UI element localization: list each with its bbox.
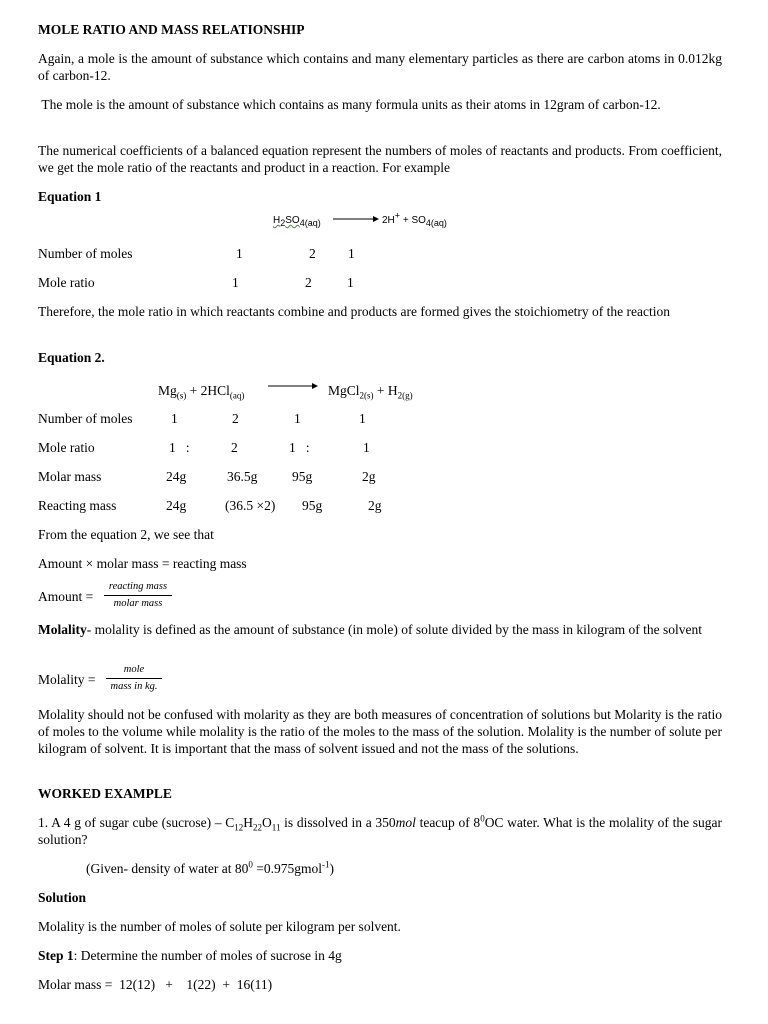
step-1-line [38, 947, 342, 964]
molality-fraction [106, 664, 162, 693]
eq1-row-moles-v2: 2 [309, 246, 316, 261]
question-end: OC water. What is the molality of the sugar solution? [38, 815, 723, 847]
eq2-product-h: + H [373, 383, 398, 398]
eq2-row-reacting-label: Reacting mass [38, 498, 117, 513]
eq2-reactant-hcl-sub: (aq) [229, 390, 245, 401]
step-1-label: Step 1 [38, 948, 74, 963]
equation-2-reactants [158, 382, 244, 399]
eq2-row-molar-c3: 95g [292, 469, 313, 484]
molality-fraction-numerator: mole [123, 664, 145, 675]
eq1-row-moles-label: Number of moles [38, 246, 133, 261]
eq2-reactant-mg: Mg [158, 383, 177, 398]
eq2-row-moles-c4: 1 [359, 411, 366, 426]
equation-1-arrow-icon [333, 214, 379, 224]
eq1-row-ratio-v1: 1 [232, 275, 239, 290]
question-degree: 0 [480, 813, 485, 824]
given-start: (Given- density of water at 80 [86, 861, 249, 876]
eq2-row-molar-c2: 36.5g [227, 469, 258, 484]
eq2-row-ratio-c4: 1 [363, 440, 370, 455]
paragraph-mole-definition-1: Again, a mole is the amount of substance which contains and many elementary particles as there are carbon atoms in 0.012kg of carbon-12. [38, 51, 722, 83]
eq1-reactant-sub1: 2 [280, 218, 286, 228]
amount-relation-text: Amount × molar mass = reacting mass [38, 556, 247, 571]
equation-1-heading: Equation 1 [38, 189, 102, 204]
equation-2-heading: Equation 2. [38, 350, 105, 365]
amount-fraction-numerator: reacting mass [108, 581, 168, 592]
question-mid2: teacup of 8 [415, 815, 481, 830]
eq2-row-moles-c3: 1 [294, 411, 301, 426]
amount-fraction-denominator: molar mass [104, 595, 172, 610]
eq1-row-ratio-v2: 2 [305, 275, 312, 290]
worked-example-heading: WORKED EXAMPLE [38, 786, 172, 801]
eq2-row-reacting-c2: (36.5 ×2) [225, 498, 276, 513]
eq2-row-moles-c1: 1 [171, 411, 178, 426]
eq2-row-reacting-c1: 24g [166, 498, 187, 513]
eq1-product-so: SO [411, 215, 426, 226]
eq1-reactant-so: SO [285, 215, 300, 226]
eq2-product-mgcl-sub: 2(s) [359, 390, 374, 401]
eq2-row-ratio-c2: 2 [231, 440, 238, 455]
amount-fraction [104, 581, 172, 610]
eq2-row-molar-c1: 24g [166, 469, 187, 484]
question-h: H [243, 815, 254, 830]
eq2-product-h-sub: 2(g) [397, 390, 413, 401]
given-exponent: -1 [321, 859, 330, 870]
eq1-product-h-sup: + [394, 210, 401, 221]
eq1-row-ratio-v3: 1 [347, 275, 354, 290]
question-sub-h: 22 [253, 822, 263, 833]
eq1-reactant-h: H [273, 215, 281, 226]
molality-formula-lhs: Molality = [38, 672, 96, 687]
molality-note-paragraph: Molality should not be confused with molarity as they are both measures of concentration of solutions but Molarity is the ratio of moles to the volume while molality is the ratio of the moles to the mass of the solution. Molality is the number of solute per kilogram of solvent. It is important that the mass of solvent issued and not the mass of the solutions. [38, 707, 722, 756]
eq2-reactant-hcl: + 2HCl [186, 383, 230, 398]
from-equation-2-text: From the equation 2, we see that [38, 527, 214, 542]
question-unit: mol [395, 815, 416, 830]
eq1-product-h: 2H [382, 215, 395, 226]
paragraph-stoichiometry: Therefore, the mole ratio in which reactants combine and products are formed gives the stoichiometry of the reaction [38, 304, 671, 319]
equation-1-products [382, 212, 447, 229]
page-title: MOLE RATIO AND MASS RELATIONSHIP [38, 22, 305, 37]
given-end: ) [329, 861, 334, 876]
molality-term: Molality [38, 622, 87, 637]
step-1-text: : Determine the number of moles of sucrose in 4g [73, 948, 342, 963]
eq2-row-moles-label: Number of moles [38, 411, 133, 426]
eq1-row-ratio-label: Mole ratio [38, 275, 95, 290]
question-sub-c: 12 [234, 822, 244, 833]
eq2-row-molar-label: Molar mass [38, 469, 102, 484]
paragraph-mole-definition-2: The mole is the amount of substance which contains as many formula units as their atoms in 12gram of carbon-12. [38, 97, 661, 112]
equation-2-products [328, 382, 413, 399]
paragraph-coefficients: The numerical coefficients of a balanced equation represent the numbers of moles of reactants and products. From coefficient, we get the mole ratio of the reactants and product in a reaction. For example [38, 143, 722, 175]
equation-2-arrow-icon [268, 381, 318, 391]
eq1-row-moles-v1: 1 [236, 246, 243, 261]
solution-heading: Solution [38, 890, 87, 905]
worked-example-question [38, 814, 722, 848]
eq2-row-reacting-c4: 2g [368, 498, 382, 513]
amount-formula-lhs: Amount = [38, 589, 94, 604]
eq2-reactant-mg-sub: (s) [176, 390, 187, 401]
eq2-product-mgcl: MgCl [328, 383, 360, 398]
eq2-row-moles-c2: 2 [232, 411, 239, 426]
given-degree: 0 [248, 859, 253, 870]
molality-definition-text: - molality is defined as the amount of substance (in mole) of solute divided by the mass in kilogram of the solvent [86, 622, 703, 637]
given-mid: =0.975gmol [252, 861, 322, 876]
eq2-row-reacting-c3: 95g [302, 498, 323, 513]
question-mid: is dissolved in a 350 [280, 815, 396, 830]
solution-text: Molality is the number of moles of solute per kilogram per solvent. [38, 919, 401, 934]
eq2-row-ratio-c1: 1 : [169, 440, 190, 455]
eq2-row-ratio-label: Mole ratio [38, 440, 95, 455]
question-o: O [262, 815, 272, 830]
molar-mass-line: Molar mass = 12(12) + 1(22) + 16(11) [38, 977, 273, 992]
eq1-reactant-sub2: 4(aq) [299, 218, 321, 228]
eq1-product-so-sub: 4(aq) [425, 218, 447, 228]
eq1-row-moles-v3: 1 [348, 246, 355, 261]
molality-definition [38, 621, 722, 638]
given-line [86, 860, 334, 877]
question-sub-o: 11 [271, 822, 281, 833]
eq2-row-ratio-c3: 1 : [289, 440, 310, 455]
eq1-plus: + [400, 215, 412, 226]
question-start: 1. A 4 g of sugar cube (sucrose) – C [38, 815, 235, 830]
molality-fraction-denominator: mass in kg. [106, 678, 162, 693]
equation-1-reactant [273, 212, 321, 229]
eq2-row-molar-c4: 2g [362, 469, 376, 484]
